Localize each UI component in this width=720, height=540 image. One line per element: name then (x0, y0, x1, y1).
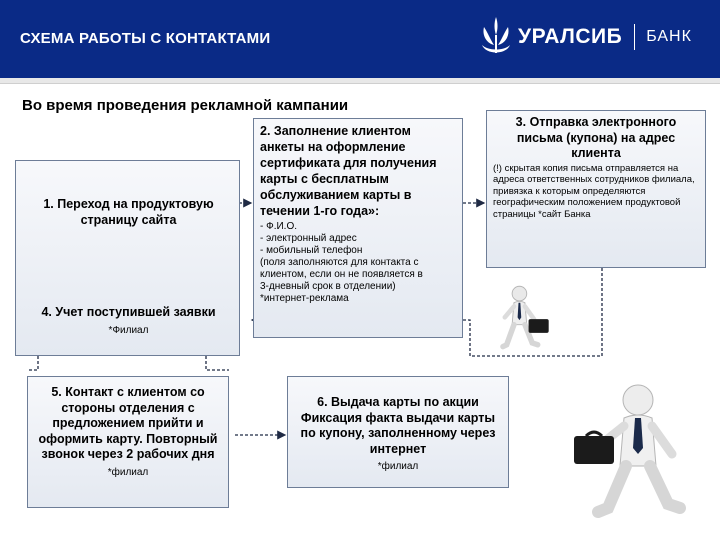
list-item: - мобильный телефон (260, 245, 363, 256)
step-6-box (287, 376, 509, 488)
uralsib-logo-mark-icon (478, 15, 514, 59)
step-4-block (16, 305, 241, 337)
step-6-note: *филиал (377, 461, 419, 472)
step-1-4-box (15, 160, 240, 356)
step-1-label: 1. Переход на продуктовую страницу сайта (43, 197, 214, 227)
businessman-walking-small-icon (492, 284, 556, 358)
step-2-label: 2. Заполнение клиентом анкеты на оформление сертификата для получения карты с бесплатным обслуживанием карты в течении 1-го года»: (260, 124, 437, 218)
list-item: *интернет-реклама (260, 293, 349, 304)
step-4-note: *Филиал (108, 324, 149, 336)
arrow-4-to-5 (28, 356, 38, 370)
list-item: - Ф.И.О. (260, 221, 298, 232)
arrow-4-to-5b (206, 356, 229, 370)
page-title: СХЕМА РАБОТЫ С КОНТАКТАМИ (20, 30, 271, 47)
list-item: 3-дневный срок в отделении) (260, 281, 396, 292)
step-5-note: *филиал (107, 466, 149, 478)
subtitle: Во время проведения рекламной кампании (22, 97, 349, 114)
list-item: клиентом, если он не появляется в (260, 269, 423, 280)
logo-name: УРАЛСИБ (518, 25, 623, 48)
logo-divider (634, 24, 635, 50)
header-stripe (0, 78, 720, 84)
step-4-label: 4. Учет поступившей заявки (41, 305, 216, 319)
step-3-label: 3. Отправка электронного письма (купона) на адрес клиента (515, 115, 677, 160)
businessman-walking-large-icon (568, 382, 708, 532)
step-3-box (486, 110, 706, 268)
header-bar (0, 0, 720, 78)
list-item: - электронный адрес (260, 233, 357, 244)
bank-logo[interactable] (478, 12, 692, 62)
step-2-box (253, 118, 463, 338)
step-6-label: 6. Выдача карты по акции Фиксация факта выдачи карты по купону, заполненному через интернет (300, 395, 496, 456)
logo-bank-label: БАНК (646, 28, 692, 45)
step-5-box (27, 376, 229, 508)
step-2-fields-list (260, 221, 456, 305)
step-5-label: 5. Контакт с клиентом со стороны отделения с предложением прийти и оформить карту. Повторный звонок через 2 рабочих дня (38, 385, 218, 461)
list-item: (поля заполняются для контакта с (260, 257, 419, 268)
step-3-note: (!) скрытая копия письма отправляется на адреса ответственных сотрудников филиала, привязка к которым определяются географическим положением продуктовой страницы *сайт Банка (493, 162, 695, 220)
